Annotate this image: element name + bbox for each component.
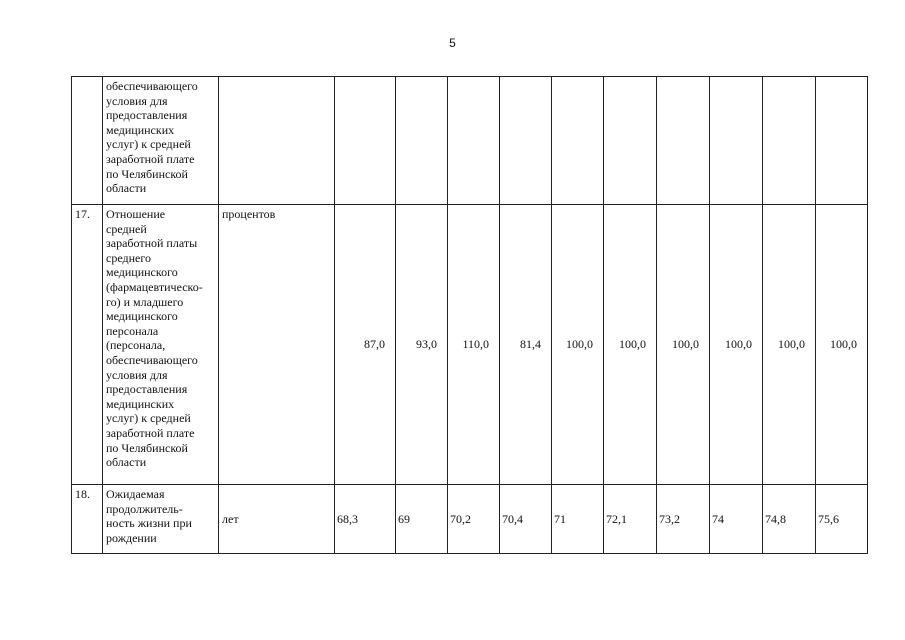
row-number — [72, 77, 103, 205]
value-cell: 75,6 — [816, 485, 868, 554]
indicator-name: Отношение средней заработной платы среднего медицинского (фармацевтическо- го) и младшего медицинского персонала (персонала, обеспечивающего условия для предоставления медицинских услуг) к средней заработной плате по Челябинской области — [103, 205, 219, 485]
value-cell: 70,4 — [500, 485, 552, 554]
value-cell: 100,0 — [816, 205, 868, 485]
value-cell: 74,8 — [763, 485, 816, 554]
value-cell: 74 — [710, 485, 763, 554]
value-cell: 100,0 — [604, 205, 657, 485]
value-cell — [604, 77, 657, 205]
value-cell — [396, 77, 448, 205]
value-cell: 73,2 — [657, 485, 710, 554]
page-number: 5 — [449, 36, 456, 50]
value-cell: 93,0 — [396, 205, 448, 485]
table-row — [72, 77, 868, 205]
unit-cell: лет — [219, 485, 335, 554]
unit-cell — [219, 77, 335, 205]
table-row — [72, 485, 868, 554]
indicator-name: Ожидаемая продолжитель- ность жизни при рождении — [103, 485, 219, 554]
value-cell — [448, 77, 500, 205]
value-cell: 100,0 — [710, 205, 763, 485]
value-cell: 87,0 — [335, 205, 396, 485]
value-cell — [657, 77, 710, 205]
value-cell: 71 — [552, 485, 604, 554]
table-row — [72, 205, 868, 485]
value-cell: 100,0 — [763, 205, 816, 485]
value-cell — [816, 77, 868, 205]
value-cell: 70,2 — [448, 485, 500, 554]
value-cell: 100,0 — [552, 205, 604, 485]
value-cell: 100,0 — [657, 205, 710, 485]
indicator-name: обеспечивающего условия для предоставления медицинских услуг) к средней заработной плате по Челябинской области — [103, 77, 219, 205]
value-cell — [335, 77, 396, 205]
value-cell: 69 — [396, 485, 448, 554]
value-cell — [552, 77, 604, 205]
value-cell — [500, 77, 552, 205]
value-cell — [763, 77, 816, 205]
value-cell: 68,3 — [335, 485, 396, 554]
value-cell: 72,1 — [604, 485, 657, 554]
row-number: 17. — [72, 205, 103, 485]
unit-cell: процентов — [219, 205, 335, 485]
value-cell: 110,0 — [448, 205, 500, 485]
indicators-table — [71, 76, 868, 554]
value-cell — [710, 77, 763, 205]
value-cell: 81,4 — [500, 205, 552, 485]
row-number: 18. — [72, 485, 103, 554]
